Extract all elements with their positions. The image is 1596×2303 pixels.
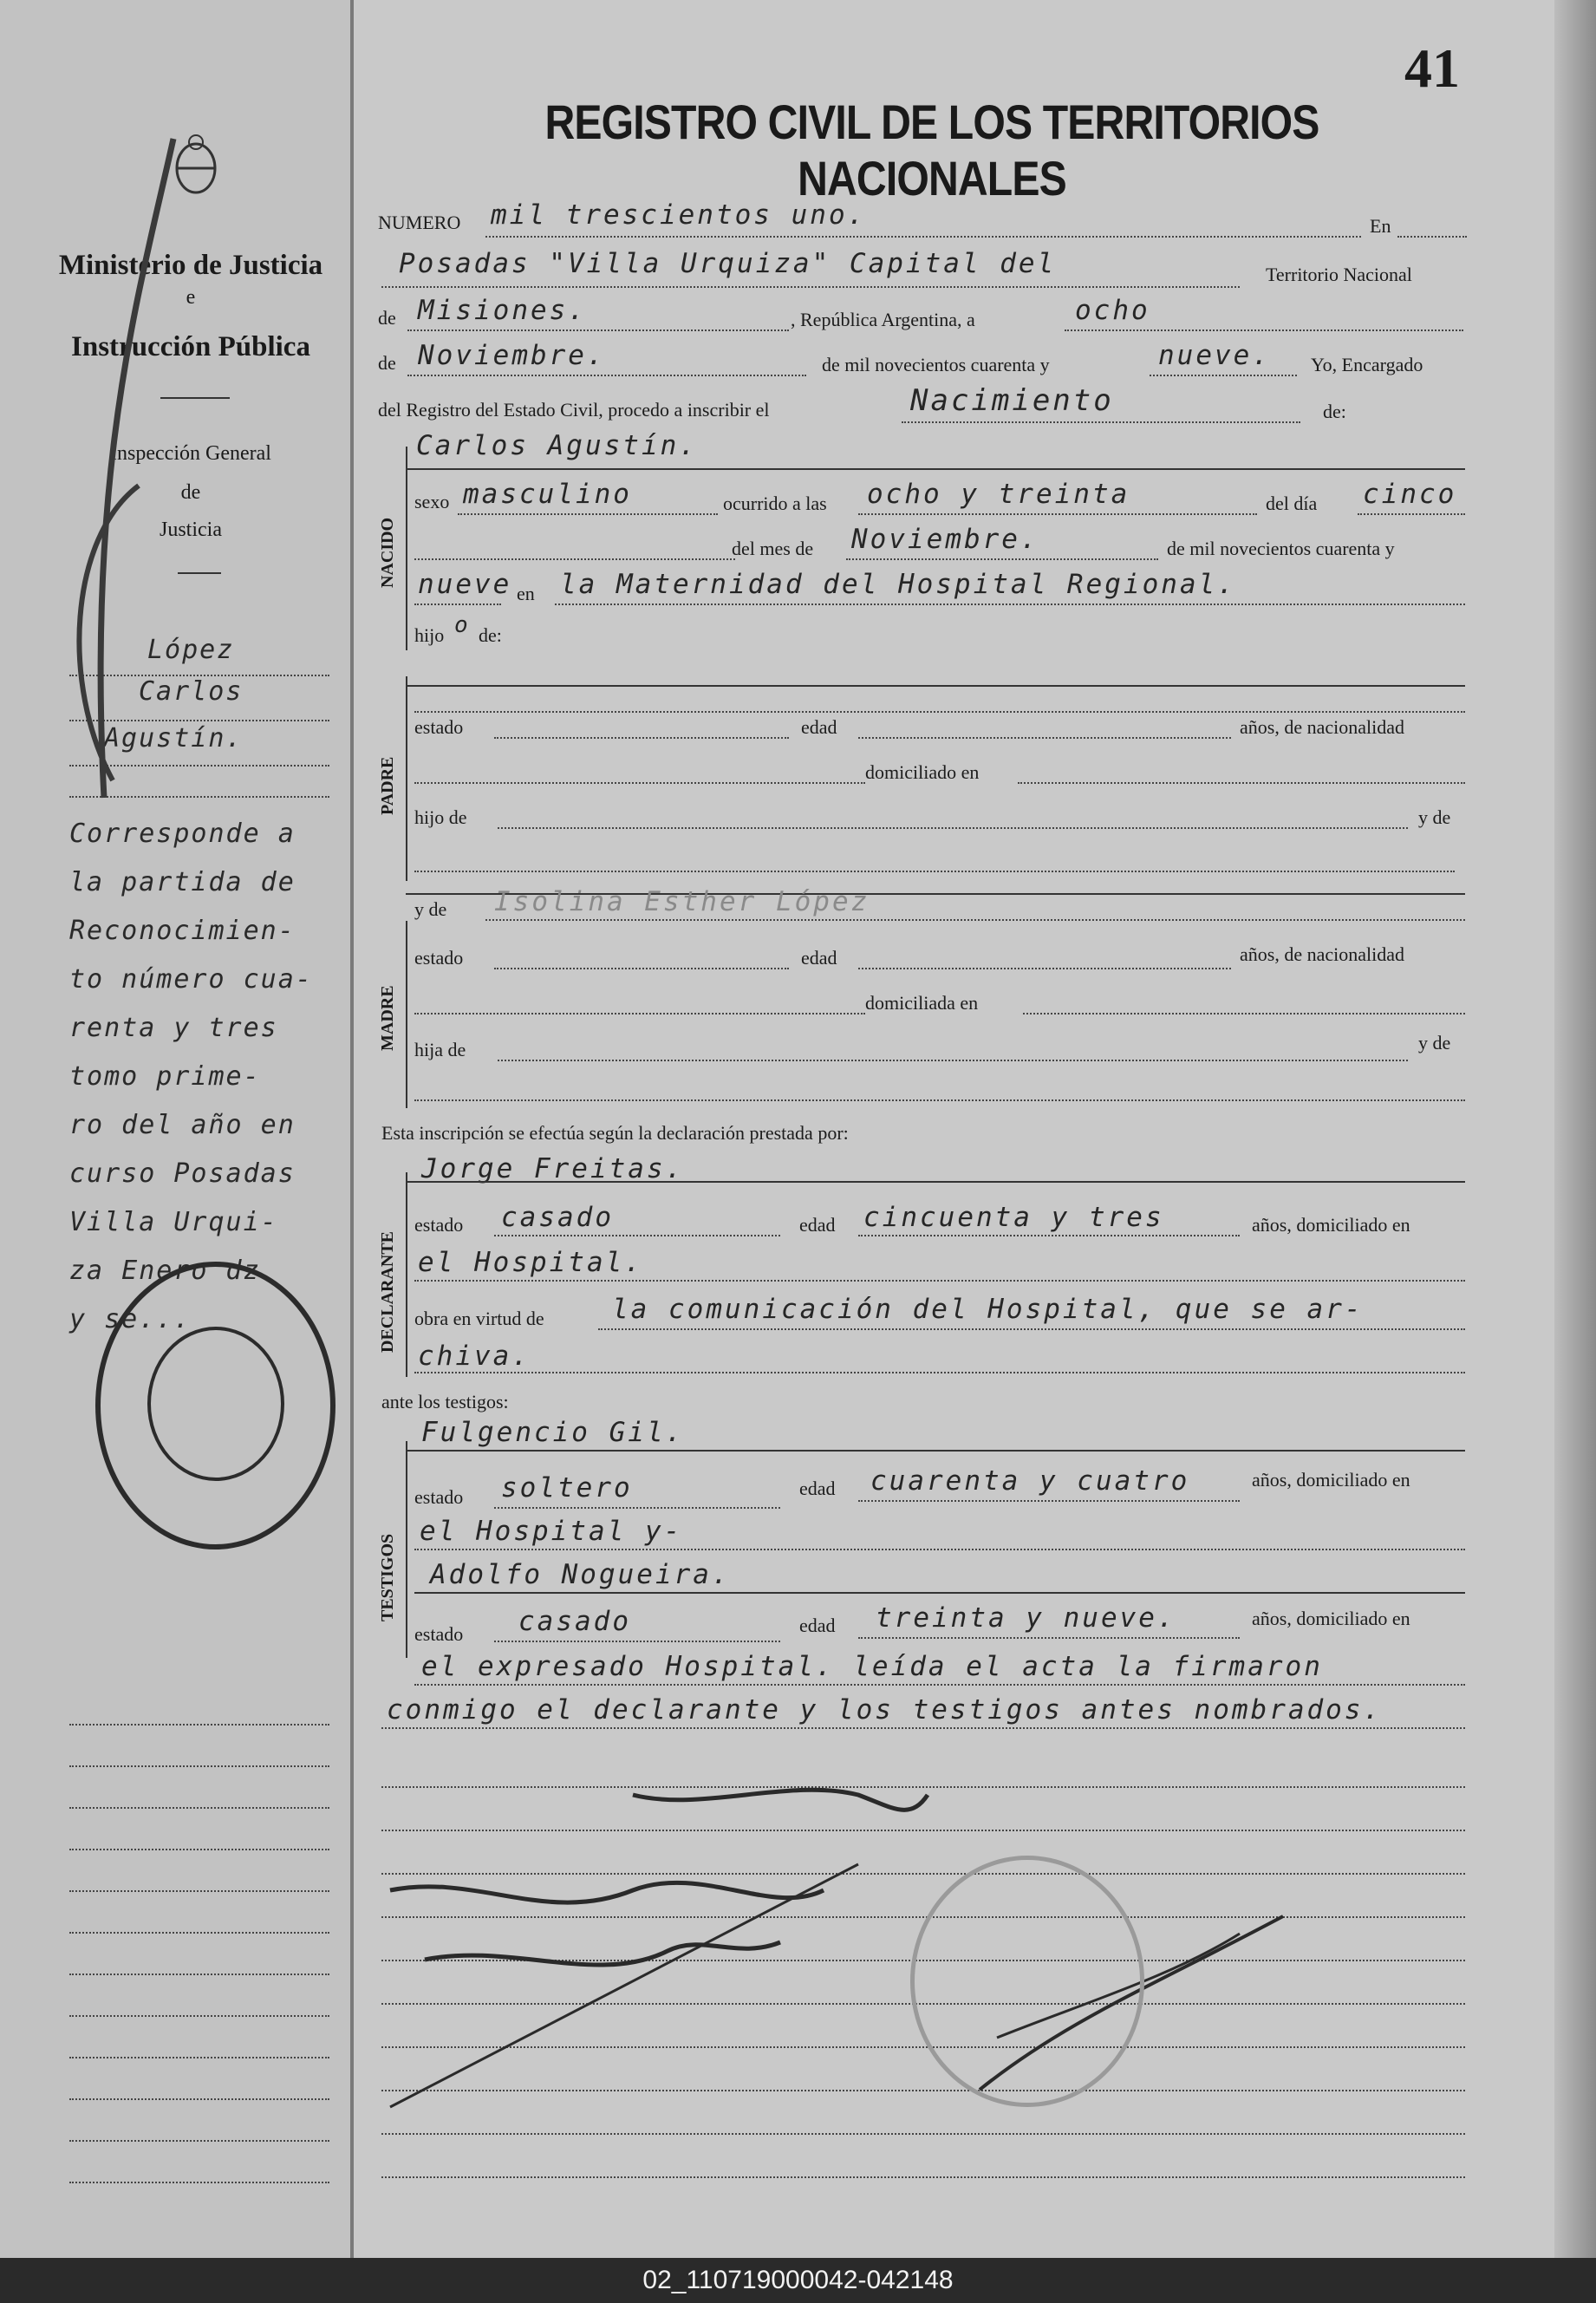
testigos-label: ante los testigos: bbox=[381, 1391, 509, 1412]
page-edge bbox=[1554, 0, 1596, 2258]
dia-rule bbox=[1065, 329, 1463, 331]
padre-hijo-rule bbox=[498, 827, 1408, 829]
declarante-estado-label: estado bbox=[414, 1214, 464, 1236]
lugar-nac-value: la Maternidad del Hospital Regional. bbox=[560, 569, 1236, 600]
section-nacido: NACIDO bbox=[378, 517, 397, 588]
anio-label: de mil novecientos cuarenta y bbox=[822, 354, 1050, 375]
declarante-nombre: Jorge Freitas. bbox=[421, 1153, 685, 1184]
mes-nac-rule bbox=[846, 558, 1158, 560]
lugar-rule bbox=[381, 286, 1240, 288]
margin-guide-line bbox=[69, 1807, 329, 1809]
del-dia-label: del día bbox=[1266, 493, 1318, 514]
del-mes-label: del mes de bbox=[732, 538, 814, 559]
declarante-bracket bbox=[406, 1172, 407, 1377]
padre-y-de-label: y de bbox=[1418, 806, 1451, 828]
margin-given-2: Agustín. bbox=[104, 723, 244, 754]
seal-inner-ring-icon bbox=[147, 1327, 284, 1481]
testigo1-estado-value: soltero bbox=[501, 1472, 633, 1504]
de-label: de bbox=[378, 307, 396, 329]
cierre-line-1: el expresado Hospital. leída el acta la firmaron bbox=[421, 1651, 1323, 1682]
acto-rule bbox=[902, 421, 1300, 423]
obra-value: la comunicación del Hospital, que se ar- bbox=[612, 1294, 1364, 1325]
dia-nac-rule bbox=[1358, 513, 1465, 515]
inspection-line1: Inspección General bbox=[110, 442, 271, 465]
nombre-value: Carlos Agustín. bbox=[416, 430, 698, 461]
declarante-name-rule bbox=[406, 1181, 1465, 1183]
testigo2-estado-label: estado bbox=[414, 1623, 464, 1645]
margin-guide-line bbox=[69, 1849, 329, 1850]
numero-label: NUMERO bbox=[378, 212, 461, 233]
margin-guide-line bbox=[69, 1765, 329, 1767]
padre-anios-label: años, de nacionalidad bbox=[1240, 716, 1404, 738]
en-label-2: en bbox=[517, 583, 535, 604]
testigo1-edad-value: cuarenta y cuatro bbox=[870, 1465, 1190, 1497]
dia-nac-value: cinco bbox=[1363, 479, 1457, 510]
nombre-rule bbox=[407, 468, 1465, 470]
cierre-rule-1 bbox=[414, 1684, 1465, 1686]
declarante-dom-rule bbox=[414, 1280, 1465, 1282]
testigo1-estado-label: estado bbox=[414, 1486, 464, 1508]
ministry-line1: Ministerio de Justicia bbox=[58, 250, 323, 281]
padre-name-rule bbox=[414, 711, 1465, 713]
margin-note-line: to número cua- bbox=[69, 964, 313, 995]
de-label: de bbox=[378, 352, 396, 374]
margin-note-line: ro del año en bbox=[69, 1110, 296, 1140]
declarante-estado-rule bbox=[494, 1235, 780, 1236]
margin-note-line: tomo prime- bbox=[69, 1061, 261, 1092]
madre-abuela-rule bbox=[414, 1099, 1465, 1101]
encargado-label: Yo, Encargado bbox=[1311, 354, 1423, 375]
numero-rule bbox=[485, 236, 1361, 238]
margin-guide-line bbox=[69, 2140, 329, 2142]
testigo2-edad-label: edad bbox=[799, 1615, 836, 1636]
madre-hija-de-label: hija de bbox=[414, 1039, 466, 1060]
territorio-value: Misiones. bbox=[418, 295, 587, 326]
padre-estado-label: estado bbox=[414, 716, 464, 738]
obra-rule-2 bbox=[414, 1372, 1465, 1373]
testigo1-edad-label: edad bbox=[799, 1478, 836, 1499]
cierre-line-2: conmigo el declarante y los testigos antes nombrados. bbox=[387, 1694, 1383, 1726]
madre-y-de-label-2: y de bbox=[1418, 1032, 1451, 1054]
padre-rule-top bbox=[406, 685, 1465, 687]
ministry-line2: Instrucción Pública bbox=[71, 331, 310, 362]
madre-bracket bbox=[406, 921, 407, 1108]
margin-guide-line bbox=[69, 1974, 329, 1975]
madre-domiciliada-label: domiciliada en bbox=[865, 992, 979, 1014]
margin-guide-line bbox=[69, 1932, 329, 1934]
sexo-value: masculino bbox=[463, 479, 632, 510]
madre-nac-rule bbox=[414, 1013, 865, 1014]
testigo2-edad-rule bbox=[858, 1637, 1240, 1639]
territorio-label: Territorio Nacional bbox=[1266, 264, 1412, 285]
sexo-rule bbox=[458, 513, 718, 515]
madre-anios-label: años, de nacionalidad bbox=[1240, 943, 1404, 965]
margin-note-line: renta y tres bbox=[69, 1013, 278, 1043]
en-rule bbox=[1397, 236, 1467, 238]
testigo2-estado-value: casado bbox=[518, 1606, 631, 1637]
image-code: 02_110719000042-042148 bbox=[0, 2258, 1596, 2303]
numero-value: mil trescientos uno. bbox=[491, 199, 867, 231]
madre-estado-label: estado bbox=[414, 947, 464, 969]
testigo2-estado-rule bbox=[494, 1641, 780, 1642]
declarante-edad-value: cincuenta y tres bbox=[863, 1202, 1164, 1233]
de-colon-label: de: bbox=[1323, 401, 1346, 422]
registry-stamp-icon bbox=[910, 1856, 1144, 2107]
testigo2-anios-label: años, domiciliado en bbox=[1252, 1608, 1410, 1629]
declarante-estado-value: casado bbox=[501, 1202, 614, 1233]
section-madre: MADRE bbox=[378, 985, 397, 1051]
hijo-o-value: o bbox=[454, 612, 471, 638]
testigo1-estado-rule bbox=[494, 1507, 780, 1509]
mes-pre-rule bbox=[414, 558, 735, 560]
declarante-domicilio: el Hospital. bbox=[418, 1247, 643, 1278]
hijo-de-label: de: bbox=[479, 624, 502, 646]
padre-edad-rule bbox=[858, 737, 1231, 739]
madre-hija-rule bbox=[498, 1060, 1408, 1061]
cierre-rule-2 bbox=[381, 1727, 1465, 1729]
padre-abuela-rule bbox=[414, 871, 1455, 872]
margin-guide-line bbox=[69, 2182, 329, 2183]
sexo-label: sexo bbox=[414, 491, 450, 512]
margin-note-line: y se... bbox=[69, 1304, 192, 1334]
padre-bracket bbox=[406, 676, 407, 881]
anio-nac-rule bbox=[414, 603, 501, 605]
padre-edad-label: edad bbox=[801, 716, 837, 738]
hijo-label: hijo bbox=[414, 624, 445, 646]
inscripcion-label: Esta inscripción se efectúa según la declaración prestada por: bbox=[381, 1122, 849, 1144]
testigo2-name-rule bbox=[414, 1592, 1465, 1594]
registro-label: del Registro del Estado Civil, procedo a inscribir el bbox=[378, 399, 770, 421]
margin-guide-line bbox=[69, 1890, 329, 1892]
nacido-bracket bbox=[406, 447, 407, 650]
testigos-bracket bbox=[406, 1441, 407, 1658]
mil-nov-label: de mil novecientos cuarenta y bbox=[1167, 538, 1395, 559]
margin-guide-line bbox=[69, 1724, 329, 1726]
testigo1-dom-rule bbox=[414, 1549, 1465, 1550]
madre-dom-rule bbox=[1023, 1013, 1465, 1014]
testigo1-anios-label: años, domiciliado en bbox=[1252, 1469, 1410, 1491]
margin-guide-line bbox=[69, 2057, 329, 2058]
hora-value: ocho y treinta bbox=[867, 479, 1130, 510]
margin-flourish-icon bbox=[35, 121, 208, 815]
territorio-rule bbox=[407, 329, 789, 331]
padre-nac-rule bbox=[414, 782, 865, 784]
margin-guide-line bbox=[69, 2015, 329, 2017]
declarante-edad-label: edad bbox=[799, 1214, 836, 1236]
section-testigos: TESTIGOS bbox=[378, 1533, 397, 1621]
margin-note-line: Reconocimien- bbox=[69, 916, 296, 946]
section-declarante: DECLARANTE bbox=[378, 1230, 397, 1353]
acto-value: Nacimiento bbox=[910, 383, 1114, 418]
dia-value: ocho bbox=[1075, 295, 1150, 326]
testigo1-nombre: Fulgencio Gil. bbox=[421, 1417, 685, 1448]
padre-estado-rule bbox=[494, 737, 789, 739]
madre-edad-label: edad bbox=[801, 947, 837, 969]
obra-rule bbox=[598, 1328, 1465, 1330]
sheet-number: 41 bbox=[1404, 37, 1460, 99]
anio-value: nueve. bbox=[1158, 340, 1271, 371]
margin-given-1: Carlos bbox=[139, 676, 244, 707]
lugar-nac-rule bbox=[555, 603, 1465, 605]
testigo1-domicilio: el Hospital y- bbox=[420, 1516, 683, 1547]
testigo2-edad-value: treinta y nueve. bbox=[876, 1602, 1176, 1634]
obra-value-2: chiva. bbox=[418, 1341, 531, 1372]
hora-rule bbox=[858, 513, 1257, 515]
mes-nac-value: Noviembre. bbox=[851, 524, 1039, 555]
padre-domiciliado-label: domiciliado en bbox=[865, 761, 980, 783]
madre-estado-rule bbox=[494, 968, 789, 969]
section-padre: PADRE bbox=[378, 756, 397, 815]
margin-note-line: Villa Urqui- bbox=[69, 1207, 278, 1237]
ministry-e: e bbox=[186, 286, 196, 309]
margin-guide-line bbox=[69, 2098, 329, 2100]
anio-rule bbox=[1150, 375, 1297, 376]
obra-label: obra en virtud de bbox=[414, 1308, 544, 1329]
en-label: En bbox=[1370, 215, 1391, 237]
testigo1-edad-rule bbox=[858, 1500, 1240, 1502]
padre-dom-rule bbox=[1018, 782, 1465, 784]
inspection-line3: Justicia bbox=[160, 519, 222, 541]
madre-nombre-value: Isolina Esther López bbox=[494, 886, 870, 917]
madre-edad-rule bbox=[858, 968, 1231, 969]
testigo1-name-rule bbox=[406, 1450, 1465, 1452]
document-title: REGISTRO CIVIL DE LOS TERRITORIOS NACIONALES bbox=[544, 95, 1319, 206]
declarante-anios-label: años, domiciliado en bbox=[1252, 1214, 1410, 1236]
signatures-icon bbox=[373, 1760, 1413, 2211]
inspection-line2: de bbox=[180, 481, 201, 504]
binding-spine bbox=[350, 0, 354, 2258]
declarante-edad-rule bbox=[858, 1235, 1240, 1236]
republica-label: , República Argentina, a bbox=[791, 309, 975, 330]
margin-note-line: za Enero dz bbox=[69, 1256, 261, 1286]
padre-hijo-de-label: hijo de bbox=[414, 806, 467, 828]
margin-note-line: curso Posadas bbox=[69, 1158, 296, 1189]
madre-name-rule bbox=[485, 919, 1465, 921]
mes-rule bbox=[407, 375, 806, 376]
margin-note-line: la partida de bbox=[69, 867, 296, 897]
madre-y-de-label: y de bbox=[414, 898, 447, 920]
margin-note-line: Corresponde a bbox=[69, 819, 296, 849]
ocurrido-label: ocurrido a las bbox=[723, 493, 827, 514]
anio-nac-value: nueve bbox=[418, 569, 512, 600]
margin-surname: López bbox=[147, 635, 235, 665]
mes-value: Noviembre. bbox=[418, 340, 606, 371]
lugar-value: Posadas "Villa Urquiza" Capital del bbox=[399, 248, 1057, 279]
testigo2-nombre: Adolfo Nogueira. bbox=[430, 1559, 731, 1590]
